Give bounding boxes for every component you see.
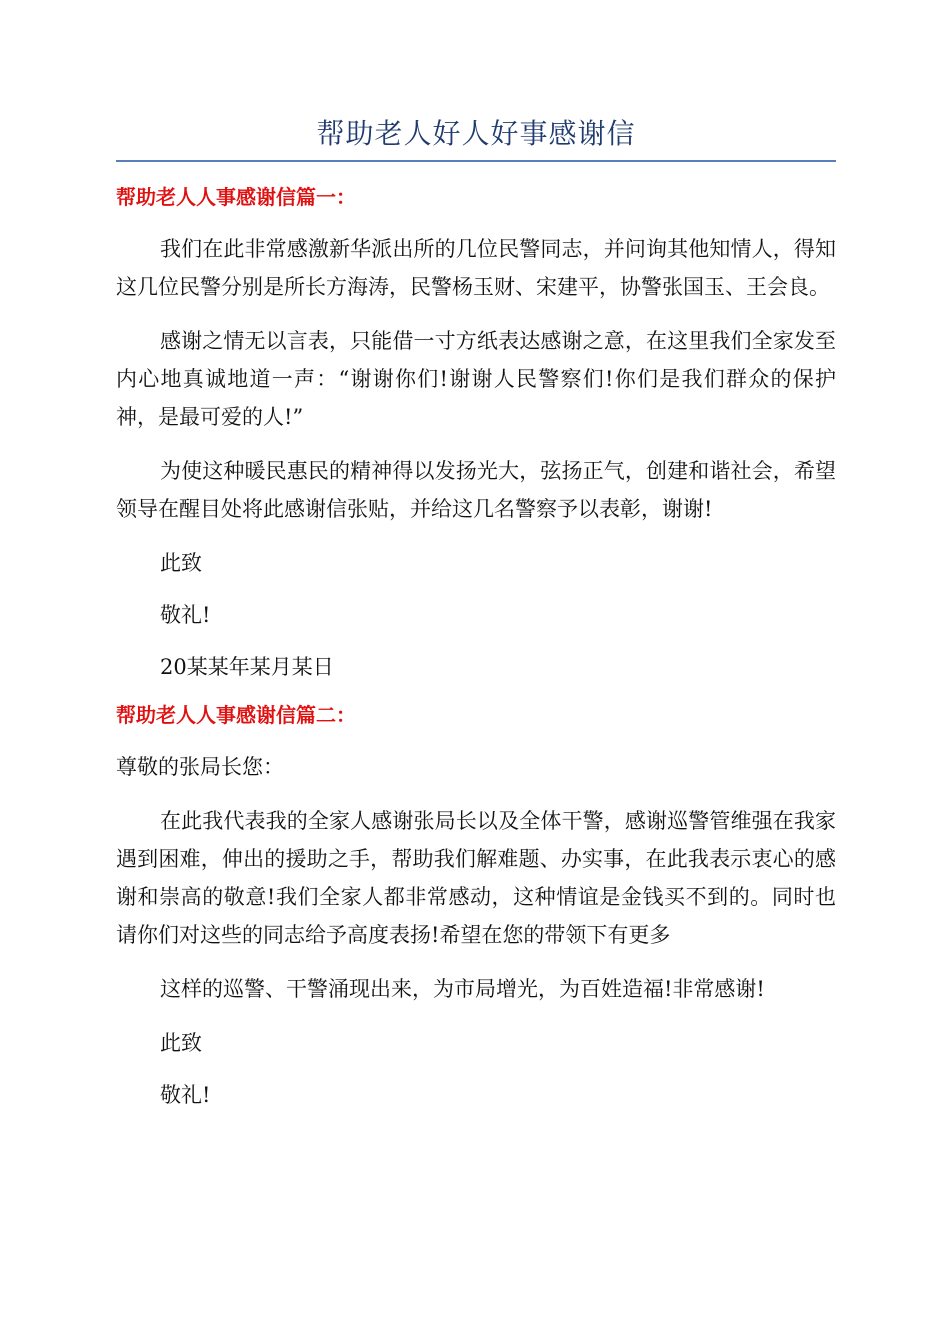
section-one-paragraph-2: 感谢之情无以言表，只能借一寸方纸表达感谢之意，在这里我们全家发至内心地真诚地道一声：“谢谢你们!谢谢人民警察们!你们是我们群众的保护神，是最可爱的人!”	[116, 329, 836, 429]
section-two	[116, 700, 836, 1114]
section-two-paragraph-1: 在此我代表我的全家人感谢张局长以及全体干警，感谢巡警管维强在我家遇到困难，伸出的援助之手，帮助我们解难题、办实事，在此我表示衷心的感谢和崇高的敬意!我们全家人都非常感动，这种情谊是金钱买不到的。同时也请你们对这些的同志给予高度表扬!希望在您的带领下有更多	[116, 809, 836, 947]
section-two-paragraph-2: 这样的巡警、干警涌现出来，为市局增光，为百姓造福!非常感谢!	[160, 977, 765, 1001]
section-one-closing: 此致	[160, 551, 202, 575]
document-page	[116, 100, 836, 1128]
section-one-paragraph-1: 我们在此非常感激新华派出所的几位民警同志，并问询其他知情人，得知这几位民警分别是所长方海涛，民警杨玉财、宋建平，协警张国玉、王会良。	[116, 237, 836, 299]
section-one-paragraph-3: 为使这种暖民惠民的精神得以发扬光大，弦扬正气，创建和谐社会，希望领导在醒目处将此感谢信张贴，并给这几名警察予以表彰，谢谢!	[116, 459, 836, 521]
document-title: 帮助老人好人好事感谢信	[316, 117, 636, 150]
section-one-heading: 帮助老人人事感谢信篇一：	[116, 185, 356, 209]
section-two-heading: 帮助老人人事感谢信篇二：	[116, 703, 356, 727]
section-two-closing: 此致	[160, 1031, 202, 1055]
section-one	[116, 182, 836, 686]
section-one-date: 20某某年某月某日	[160, 655, 334, 679]
title-underline	[116, 160, 836, 162]
section-one-salute: 敬礼!	[160, 603, 211, 627]
section-two-salute: 敬礼!	[160, 1083, 211, 1107]
section-two-salutation: 尊敬的张局长您：	[116, 755, 284, 779]
